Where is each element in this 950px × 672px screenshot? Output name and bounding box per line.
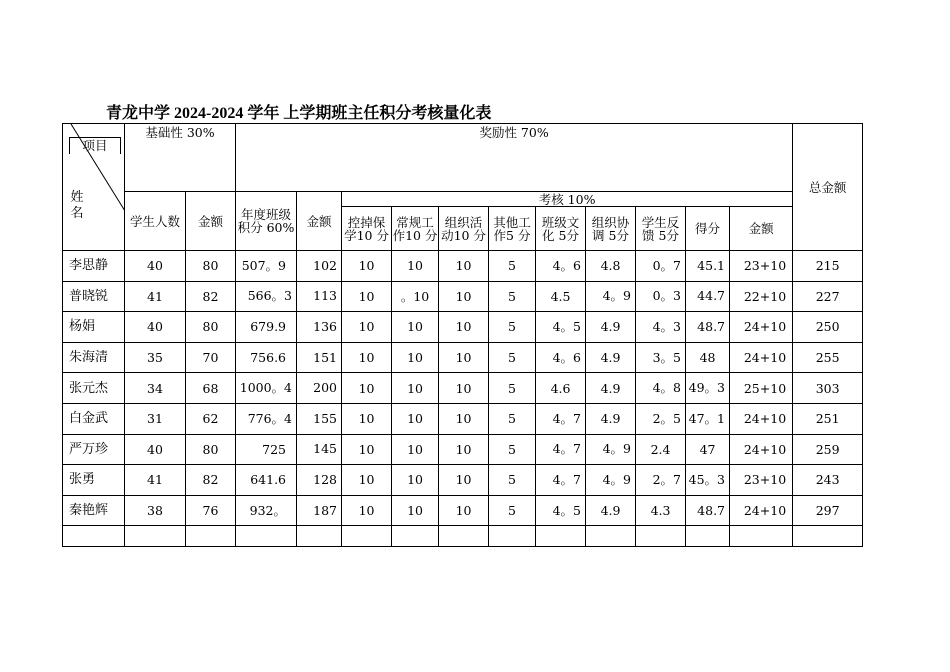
assessment-table <box>62 123 863 547</box>
amount-cell: 80 <box>186 312 236 343</box>
amount-cell: 76 <box>186 495 236 526</box>
table-row <box>63 312 863 343</box>
score-cell: 47 <box>686 434 730 465</box>
c4-cell: 5 <box>489 403 536 434</box>
empty-cell <box>236 526 297 547</box>
amount-cell: 82 <box>186 281 236 312</box>
empty-cell <box>297 526 342 547</box>
c5-cell: 4。7 <box>536 434 586 465</box>
c7-cell: 4。3 <box>636 312 686 343</box>
c4-cell: 5 <box>489 373 536 404</box>
students-cell: 40 <box>125 251 186 282</box>
c5-cell: 4.5 <box>536 281 586 312</box>
annual-cell: 566。3 <box>236 281 297 312</box>
total-header: 总金额 <box>793 124 863 251</box>
score-cell: 48 <box>686 342 730 373</box>
c5-cell: 4。7 <box>536 465 586 496</box>
c6-cell: 4.9 <box>586 342 636 373</box>
c5-cell: 4。6 <box>536 342 586 373</box>
c7-cell: 2.4 <box>636 434 686 465</box>
total-cell: 243 <box>793 465 863 496</box>
c1-cell: 10 <box>342 403 392 434</box>
c7-cell: 4。8 <box>636 373 686 404</box>
students-cell: 41 <box>125 281 186 312</box>
c6-cell: 4.9 <box>586 403 636 434</box>
amount3-cell: 23+10 <box>730 465 793 496</box>
c1-cell: 10 <box>342 465 392 496</box>
annual-cell: 641.6 <box>236 465 297 496</box>
students-cell: 34 <box>125 373 186 404</box>
amount3-cell: 24+10 <box>730 342 793 373</box>
c2-cell: 10 <box>392 403 439 434</box>
name-cell: 普晓锐 <box>63 281 125 312</box>
c1-cell: 10 <box>342 373 392 404</box>
empty-cell <box>186 526 236 547</box>
table-row <box>63 434 863 465</box>
total-cell: 251 <box>793 403 863 434</box>
amount2-cell: 145 <box>297 434 342 465</box>
c6-cell: 4.9 <box>586 495 636 526</box>
c4-cell: 5 <box>489 251 536 282</box>
c3-cell: 10 <box>439 373 489 404</box>
total-cell: 227 <box>793 281 863 312</box>
total-cell: 255 <box>793 342 863 373</box>
c3-cell: 10 <box>439 342 489 373</box>
empty-cell <box>439 526 489 547</box>
annual-cell: 725 <box>236 434 297 465</box>
amount3-cell: 24+10 <box>730 495 793 526</box>
score-cell: 45.1 <box>686 251 730 282</box>
name-cell: 张元杰 <box>63 373 125 404</box>
c2-cell: 10 <box>392 434 439 465</box>
amount3-cell: 25+10 <box>730 373 793 404</box>
amount2-cell: 187 <box>297 495 342 526</box>
name-cell: 杨娟 <box>63 312 125 343</box>
c1-cell: 10 <box>342 251 392 282</box>
amount2-cell: 102 <box>297 251 342 282</box>
amount-cell: 80 <box>186 251 236 282</box>
c2-cell: 10 <box>392 312 439 343</box>
c6-cell: 4.9 <box>586 373 636 404</box>
empty-cell <box>730 526 793 547</box>
name-cell: 李思静 <box>63 251 125 282</box>
empty-cell <box>392 526 439 547</box>
c3-cell: 10 <box>439 281 489 312</box>
students-header: 学生人数 <box>125 192 186 251</box>
c3-header: 组织活动10 分 <box>439 207 489 251</box>
table-row <box>63 465 863 496</box>
corner-item-label: 项目 <box>69 137 121 154</box>
c4-cell: 5 <box>489 281 536 312</box>
empty-cell <box>125 526 186 547</box>
c5-header: 班级文化 5分 <box>536 207 586 251</box>
c7-cell: 2。7 <box>636 465 686 496</box>
annual-cell: 679.9 <box>236 312 297 343</box>
empty-cell <box>636 526 686 547</box>
total-cell: 259 <box>793 434 863 465</box>
score-cell: 47。1 <box>686 403 730 434</box>
c6-cell: 4。9 <box>586 465 636 496</box>
c1-cell: 10 <box>342 434 392 465</box>
amount-cell: 82 <box>186 465 236 496</box>
amount-cell: 80 <box>186 434 236 465</box>
c5-cell: 4。6 <box>536 251 586 282</box>
amount3-cell: 22+10 <box>730 281 793 312</box>
table-row <box>63 495 863 526</box>
c2-cell: 10 <box>392 342 439 373</box>
score-cell: 44.7 <box>686 281 730 312</box>
c1-cell: 10 <box>342 281 392 312</box>
c4-cell: 5 <box>489 495 536 526</box>
c3-cell: 10 <box>439 434 489 465</box>
amount3-cell: 23+10 <box>730 251 793 282</box>
empty-cell <box>793 526 863 547</box>
c5-cell: 4。5 <box>536 312 586 343</box>
c2-cell: 。10 <box>392 281 439 312</box>
total-cell: 250 <box>793 312 863 343</box>
basic-header: 基础性 30% <box>125 124 236 192</box>
annual-cell: 1000。4 <box>236 373 297 404</box>
annual-header: 年度班级积分 60% <box>236 192 297 251</box>
c2-cell: 10 <box>392 465 439 496</box>
page-title: 青龙中学 2024-2024 学年 上学期班主任积分考核量化表 <box>106 105 492 122</box>
c3-cell: 10 <box>439 403 489 434</box>
name-cell: 朱海清 <box>63 342 125 373</box>
empty-cell <box>342 526 392 547</box>
total-cell: 303 <box>793 373 863 404</box>
table-row <box>63 281 863 312</box>
c7-cell: 2。5 <box>636 403 686 434</box>
students-cell: 31 <box>125 403 186 434</box>
amount3-cell: 24+10 <box>730 312 793 343</box>
amount-cell: 70 <box>186 342 236 373</box>
amount-header: 金额 <box>186 192 236 251</box>
annual-cell: 756.6 <box>236 342 297 373</box>
score-cell: 48.7 <box>686 495 730 526</box>
table-row <box>63 403 863 434</box>
empty-cell <box>63 526 125 547</box>
annual-cell: 776。4 <box>236 403 297 434</box>
amount2-header: 金额 <box>297 192 342 251</box>
total-cell: 297 <box>793 495 863 526</box>
empty-row <box>63 526 863 547</box>
name-cell: 白金武 <box>63 403 125 434</box>
empty-cell <box>536 526 586 547</box>
students-cell: 40 <box>125 312 186 343</box>
c4-header: 其他工作5 分 <box>489 207 536 251</box>
corner-name-label: 姓名 <box>70 190 84 221</box>
score-cell: 49。3 <box>686 373 730 404</box>
c6-cell: 4.9 <box>586 312 636 343</box>
c1-header: 控掉保学10 分 <box>342 207 392 251</box>
c5-cell: 4。5 <box>536 495 586 526</box>
amount2-cell: 113 <box>297 281 342 312</box>
c7-cell: 4.3 <box>636 495 686 526</box>
c2-cell: 10 <box>392 373 439 404</box>
c6-cell: 4.8 <box>586 251 636 282</box>
exam-header: 考核 10% <box>342 192 793 207</box>
c6-cell: 4。9 <box>586 434 636 465</box>
c3-cell: 10 <box>439 251 489 282</box>
amount3-header: 金额 <box>730 207 793 251</box>
c1-cell: 10 <box>342 342 392 373</box>
empty-cell <box>586 526 636 547</box>
c4-cell: 5 <box>489 434 536 465</box>
c4-cell: 5 <box>489 342 536 373</box>
table-row <box>63 342 863 373</box>
c5-cell: 4。7 <box>536 403 586 434</box>
empty-cell <box>686 526 730 547</box>
c7-header: 学生反馈 5分 <box>636 207 686 251</box>
amount-cell: 62 <box>186 403 236 434</box>
total-cell: 215 <box>793 251 863 282</box>
empty-cell <box>489 526 536 547</box>
annual-cell: 932。 <box>236 495 297 526</box>
c4-cell: 5 <box>489 465 536 496</box>
c2-cell: 10 <box>392 495 439 526</box>
c1-cell: 10 <box>342 495 392 526</box>
c3-cell: 10 <box>439 465 489 496</box>
name-cell: 严万珍 <box>63 434 125 465</box>
name-cell: 秦艳辉 <box>63 495 125 526</box>
c3-cell: 10 <box>439 312 489 343</box>
c4-cell: 5 <box>489 312 536 343</box>
corner-header-cell <box>63 124 125 251</box>
annual-cell: 507。9 <box>236 251 297 282</box>
c6-cell: 4。9 <box>586 281 636 312</box>
amount2-cell: 200 <box>297 373 342 404</box>
table-row <box>63 373 863 404</box>
c7-cell: 3。5 <box>636 342 686 373</box>
amount2-cell: 136 <box>297 312 342 343</box>
amount2-cell: 128 <box>297 465 342 496</box>
students-cell: 38 <box>125 495 186 526</box>
students-cell: 35 <box>125 342 186 373</box>
amount3-cell: 24+10 <box>730 434 793 465</box>
score-header: 得分 <box>686 207 730 251</box>
amount-cell: 68 <box>186 373 236 404</box>
reward-header: 奖励性 70% <box>236 124 793 192</box>
students-cell: 40 <box>125 434 186 465</box>
c7-cell: 0。3 <box>636 281 686 312</box>
amount2-cell: 151 <box>297 342 342 373</box>
c2-cell: 10 <box>392 251 439 282</box>
amount3-cell: 24+10 <box>730 403 793 434</box>
c7-cell: 0。7 <box>636 251 686 282</box>
students-cell: 41 <box>125 465 186 496</box>
amount2-cell: 155 <box>297 403 342 434</box>
c1-cell: 10 <box>342 312 392 343</box>
c5-cell: 4.6 <box>536 373 586 404</box>
c3-cell: 10 <box>439 495 489 526</box>
score-cell: 45。3 <box>686 465 730 496</box>
c2-header: 常规工作10 分 <box>392 207 439 251</box>
table-row <box>63 251 863 282</box>
c6-header: 组织协调 5分 <box>586 207 636 251</box>
name-cell: 张勇 <box>63 465 125 496</box>
score-cell: 48.7 <box>686 312 730 343</box>
